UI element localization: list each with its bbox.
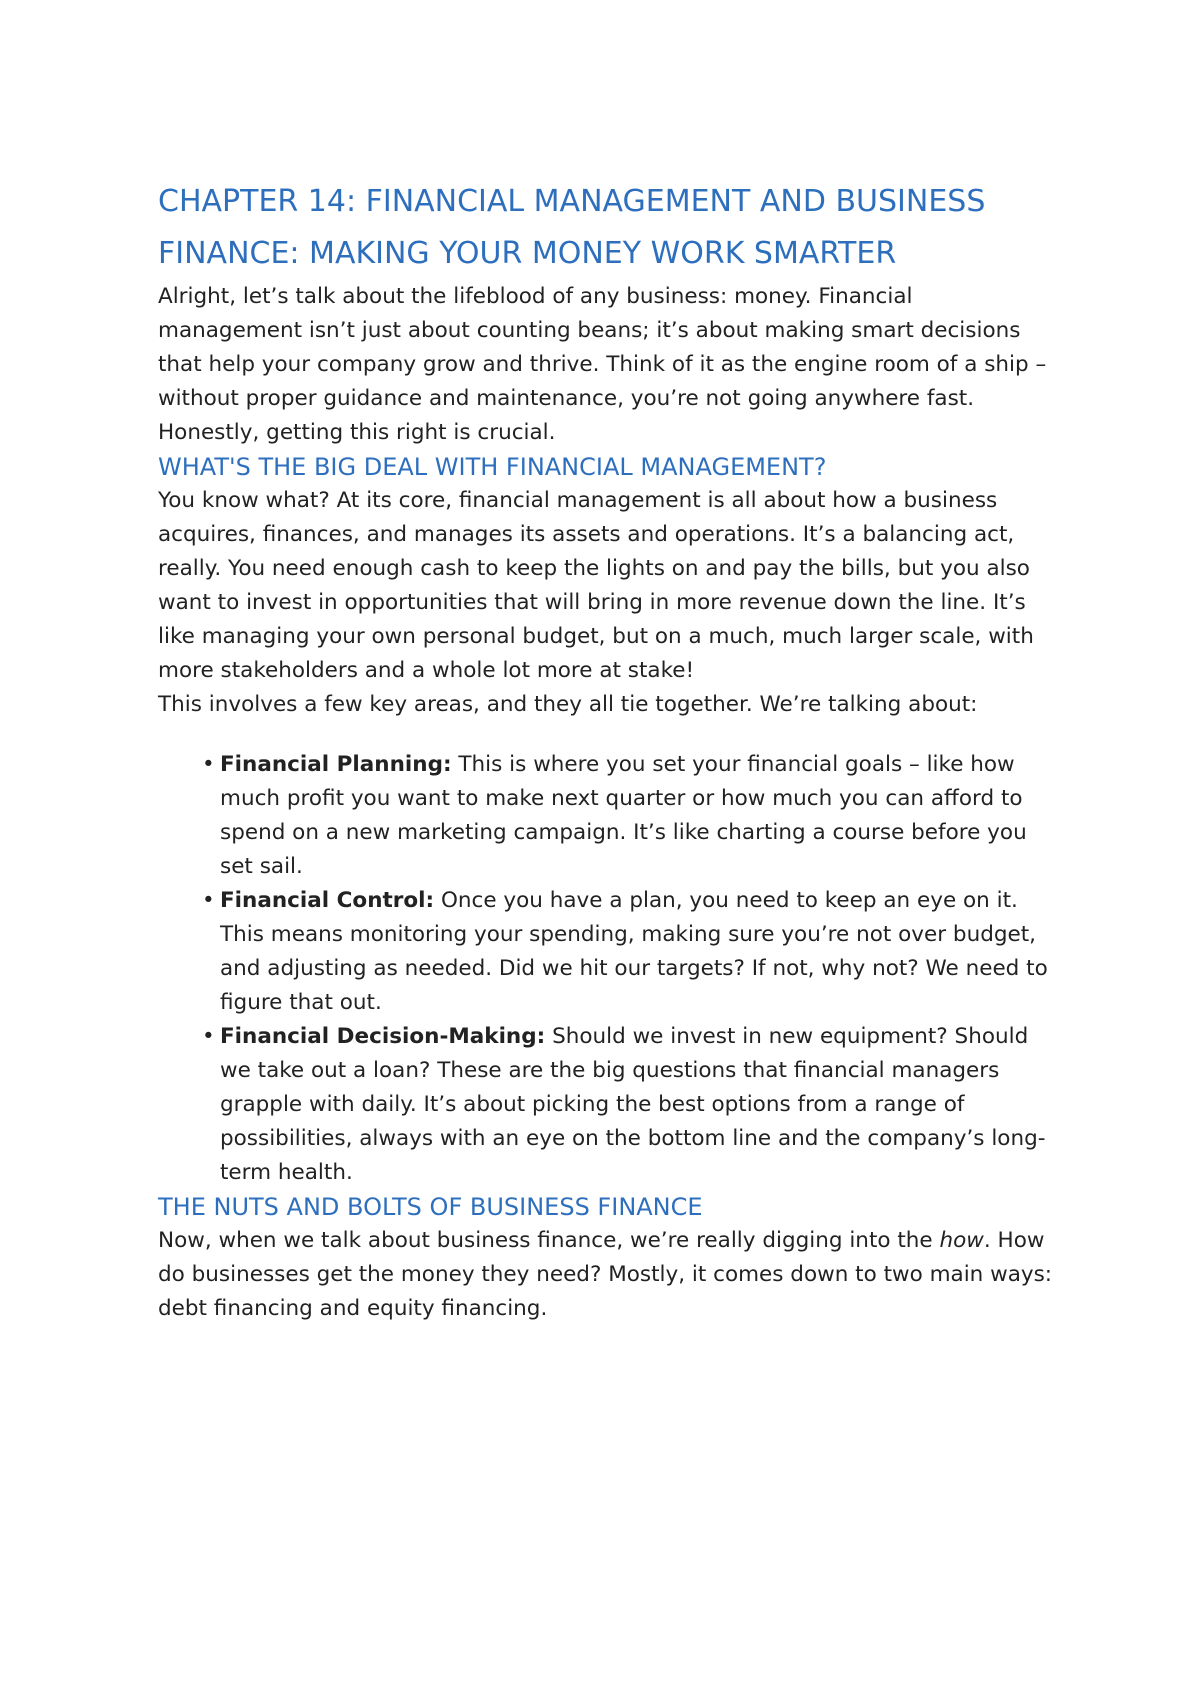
business-finance-paragraph bbox=[158, 1224, 1058, 1326]
list-item-financial-decision-making bbox=[202, 1020, 1058, 1190]
paragraph-text-after: . How do businesses get the money they need? Mostly, it comes down to two main ways: debt financing and equity financing. bbox=[158, 1228, 1053, 1321]
list-item-text: Once you have a plan, you need to keep an eye on it. This means monitoring your spending, making sure you’re not over budget, and adjusting as needed. Did we hit our targets? If not, why not? We need to figure that out. bbox=[220, 888, 1048, 1015]
list-item-text: This is where you set your financial goals – like how much profit you want to make next quarter or how much you can afford to spend on a new marketing campaign. It’s like charting a course before you set sail. bbox=[220, 752, 1027, 879]
core-paragraph: You know what? At its core, financial management is all about how a business acquires, finances, and manages its assets and operations. It’s a balancing act, really. You need enough cash to keep the lights on and pay the bills, but you also want to invest in opportunities that will bring in more revenue down the line. It’s like managing your own personal budget, but on a much, much larger scale, with more stakeholders and a whole lot more at stake! bbox=[158, 488, 1034, 683]
paragraph-emphasis: how bbox=[939, 1228, 984, 1253]
list-item-term: Financial Decision-Making: bbox=[220, 1024, 546, 1049]
intro-paragraph: Alright, let’s talk about the lifeblood of any business: money. Financial management isn’t just about counting beans; it’s about making smart decisions that help your company grow and thrive. Think of it as the engine room of a ship – without proper guidance and maintenance, you’re not going anywhere fast. Honestly, getting this right is crucial. bbox=[158, 284, 1047, 445]
list-item-term: Financial Planning: bbox=[220, 752, 452, 777]
chapter-title: CHAPTER 14: FINANCIAL MANAGEMENT AND BUSINESS FINANCE: MAKING YOUR MONEY WORK SMARTER bbox=[158, 184, 986, 271]
bullet-icon: • bbox=[202, 888, 215, 913]
list-item-financial-control bbox=[202, 884, 1058, 1020]
list-item-financial-planning bbox=[202, 748, 1058, 884]
bullet-icon: • bbox=[202, 752, 215, 777]
bullet-icon: • bbox=[202, 1024, 215, 1049]
list-item-term: Financial Control: bbox=[220, 888, 435, 913]
list-item-text: Should we invest in new equipment? Should we take out a loan? These are the big questions that financial managers grapple with daily. It’s about picking the best options from a range of possibilities, always with an eye on the bottom line and the company’s long-term health. bbox=[220, 1024, 1046, 1185]
key-areas-list bbox=[158, 748, 1058, 1190]
document-page bbox=[158, 176, 1058, 1326]
paragraph-text-before: Now, when we talk about business finance, we’re really digging into the bbox=[158, 1228, 940, 1253]
key-areas-intro: This involves a few key areas, and they all tie together. We’re talking about: bbox=[158, 692, 978, 717]
section-heading-financial-management: WHAT'S THE BIG DEAL WITH FINANCIAL MANAGEMENT? bbox=[158, 453, 827, 481]
section-heading-business-finance: THE NUTS AND BOLTS OF BUSINESS FINANCE bbox=[158, 1193, 703, 1221]
